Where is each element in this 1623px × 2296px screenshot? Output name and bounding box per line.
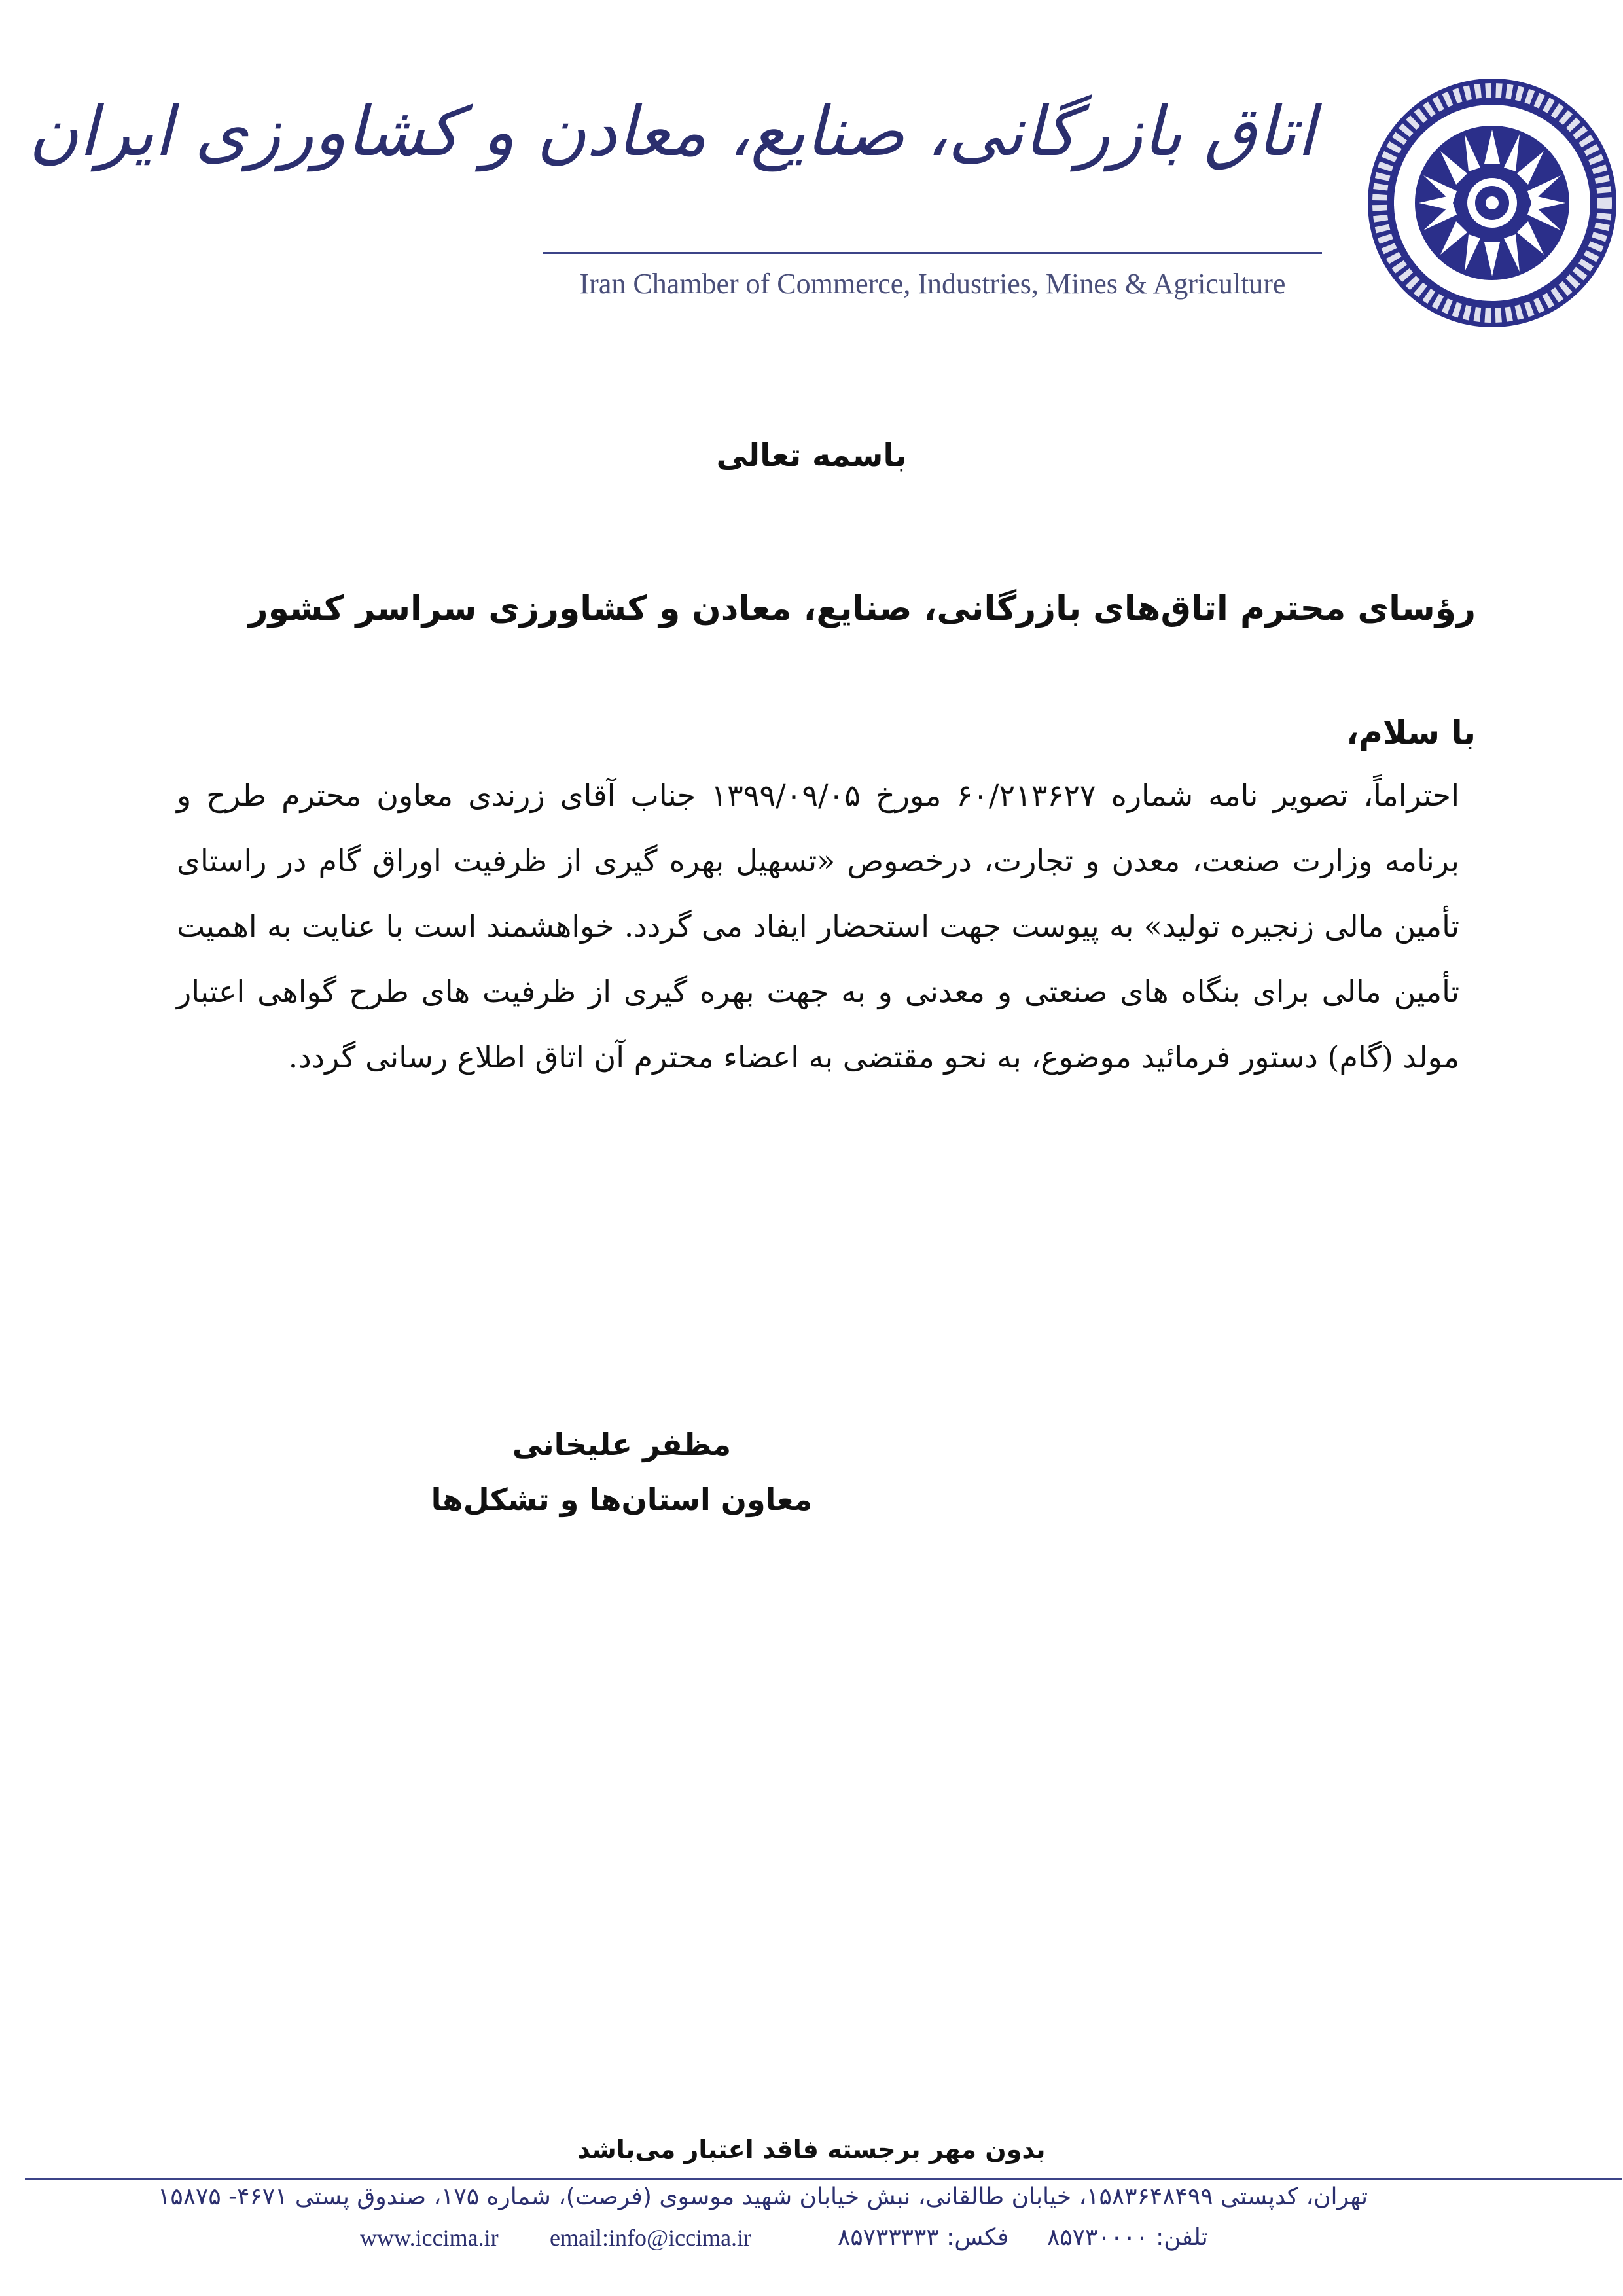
signature-block [393,1417,851,1527]
signatory-title: معاون استان‌ها و تشکل‌ها [431,1482,813,1517]
footer-website-link[interactable]: www.iccima.ir [360,2225,499,2251]
footer-email-link[interactable]: email:info@iccima.ir [550,2225,752,2251]
footer-address: تهران، کدپستی ۱۵۸۳۶۴۸۴۹۹، خیابان طالقانی، نبش خیابان شهید موسوی (فرصت)، شماره ۱۷۵، صندوق پستی ۴۶۷۱- ۱۵۸۷۵ [158,2183,1368,2210]
letter-recipient: رؤسای محترم اتاق‌های بازرگانی، صنایع، معادن و کشاورزی سراسر کشور [248,589,1476,628]
letter-greeting: با سلام، [1346,713,1476,751]
footer-phone: تلفن: ۸۵۷۳۰۰۰۰ [1047,2224,1208,2251]
footer-fax: فکس: ۸۵۷۳۳۳۳۳ [838,2224,1009,2251]
letter-body: احتراماً، تصویر نامه شماره ۶۰/۲۱۳۶۲۷ مورخ ۱۳۹۹/۰۹/۰۵ جناب آقای زرندی معاون محترم طرح و برنامه وزارت صنعت، معدن و تجارت، درخصوص «تسهیل بهره گیری از ظرفیت اوراق گام در راستای تأمین مالی زنجیره تولید» به پیوست جهت استحضار ایفاد می گردد. خواهشمند است با عنایت به اهمیت تأمین مالی برای بنگاه های صنعتی و معدنی و به جهت بهره گیری از ظرفیت های طرح گواهی اعتبار مولد (گام) دستور فرمائید موضوع، به نحو مقتضی به اعضاء محترم آن اتاق اطلاع رسانی گردد. [177,778,1459,1075]
signatory-name: مظفر علیخانی [512,1427,732,1462]
footer-validity-note: بدون مهر برجسته فاقد اعتبار می‌باشد [577,2135,1046,2164]
org-name-persian: اتاق بازرگانی، صنایع، معادن و کشاورزی ایران [28,92,1315,171]
chamber-emblem-icon [1355,72,1623,334]
org-name-english: Iran Chamber of Commerce, Industries, Mines & Agriculture [579,268,1286,300]
header-divider [543,252,1322,254]
letter-invocation: باسمه تعالی [716,437,907,474]
footer-divider [25,2178,1622,2180]
footer-contact-line [360,2224,1381,2259]
